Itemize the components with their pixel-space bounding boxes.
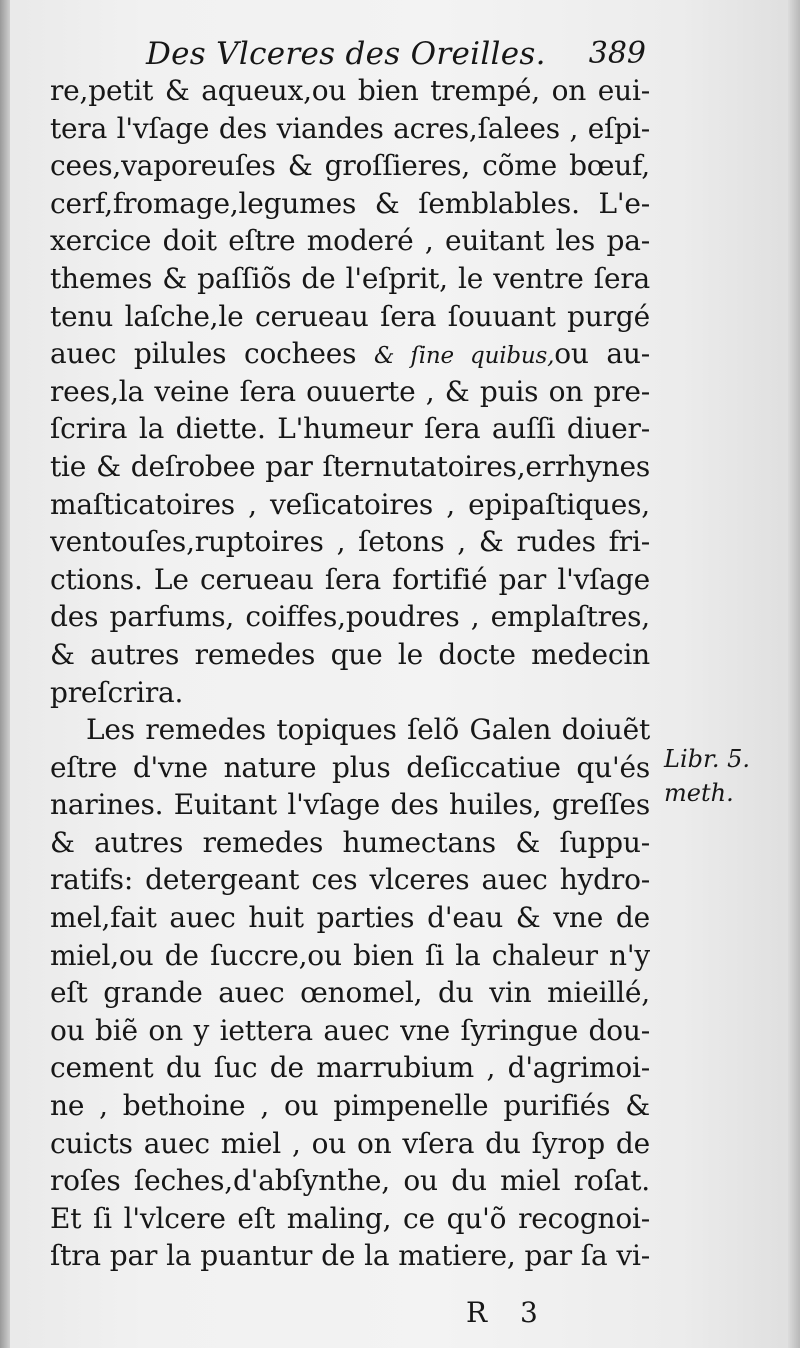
text-line: eſt grande auec œnomel, du vin mieillé,	[50, 976, 650, 1010]
text-line: cement du ſuc de marrubium , d'agrimoi-	[50, 1051, 650, 1085]
text-line: Et ſi l'vlcere eſt maling, ce qu'õ recognoi-	[50, 1201, 650, 1235]
text-line: xercice doit eſtre moderé , euitant les pa-	[50, 224, 650, 258]
text-line: miel,ou de ſuccre,ou bien ſi la chaleur n'y	[50, 938, 650, 972]
text-line: maſticatoires , veſicatoires , epipaſtiques,	[50, 487, 650, 521]
latin-phrase: & ſine quibus,	[374, 343, 555, 370]
page-number: 389	[588, 36, 646, 71]
text-line: re,petit & aqueux,ou bien trempé, on eui-	[50, 74, 650, 107]
margin-note	[664, 742, 782, 810]
text-line: des parfums, coiffes,poudres , emplaſtres,	[50, 600, 650, 634]
text-line-mixed	[50, 335, 650, 373]
body-text	[50, 72, 650, 1275]
text-line: ratifs: detergeant ces vlceres auec hydro-	[50, 863, 650, 897]
text-line: ſtra par la puantur de la matiere, par ſa vi-	[50, 1239, 650, 1273]
text-line: cuicts auec miel , ou on vſera du ſyrop de	[50, 1126, 650, 1160]
text-line: themes & paſſiõs de l'eſprit, le ventre ſera	[50, 261, 650, 295]
text-line: cerf,fromage,legumes & ſemblables. L'e-	[50, 186, 650, 220]
text-line: ventouſes,ruptoires , ſetons , & rudes fri-	[50, 525, 650, 559]
text-line: tie & deſrobee par ſternutatoires,errhynes	[50, 449, 650, 483]
text-line: ou biẽ on y iettera auec vne ſyringue dou-	[50, 1013, 650, 1047]
text-line: mel,fait auec huit parties d'eau & vne de	[50, 901, 650, 935]
text-line: & autres remedes que le docte medecin	[50, 637, 650, 671]
text-line: rees,la veine ſera ouuerte , & puis on pre-	[50, 374, 650, 408]
text-line: ctions. Le cerueau ſera fortifié par l'vſage	[50, 562, 650, 596]
text-line: narines. Euitant l'vſage des huiles, greſſes	[50, 788, 650, 822]
signature-mark: R 3	[466, 1296, 550, 1329]
text-line: eſtre d'vne nature plus deſiccatiue qu'és	[50, 750, 650, 784]
paragraph-end-line: preſcrira.	[50, 675, 184, 709]
text-line: tera l'vſage des viandes acres,ſalees , eſpi-	[50, 111, 650, 145]
text-line-end: ou au-	[554, 337, 650, 371]
text-line: roſes ſeches,d'abſynthe, ou du miel roſat.	[50, 1164, 650, 1198]
text-line: ne , bethoine , ou pimpenelle purifiés &	[50, 1089, 650, 1123]
running-title: Des Vlceres des Oreilles.	[146, 36, 546, 72]
paragraph-start-line: Les remedes topiques ſelõ Galen doiuẽt	[86, 713, 650, 747]
text-line: cees,vaporeuſes & groſſieres, cõme bœuf,	[50, 149, 650, 183]
text-line: & autres remedes humectans & ſuppu-	[50, 825, 650, 859]
margin-note-line: meth.	[664, 779, 734, 807]
text-line: tenu laſche,le cerueau ſera ſouuant purgé	[50, 299, 650, 333]
text-line: ſcrira la diette. L'humeur ſera auſſi diuer-	[50, 412, 650, 446]
text-line-start: auec pilules cochees	[50, 337, 357, 371]
margin-note-line: Libr. 5.	[664, 745, 750, 773]
